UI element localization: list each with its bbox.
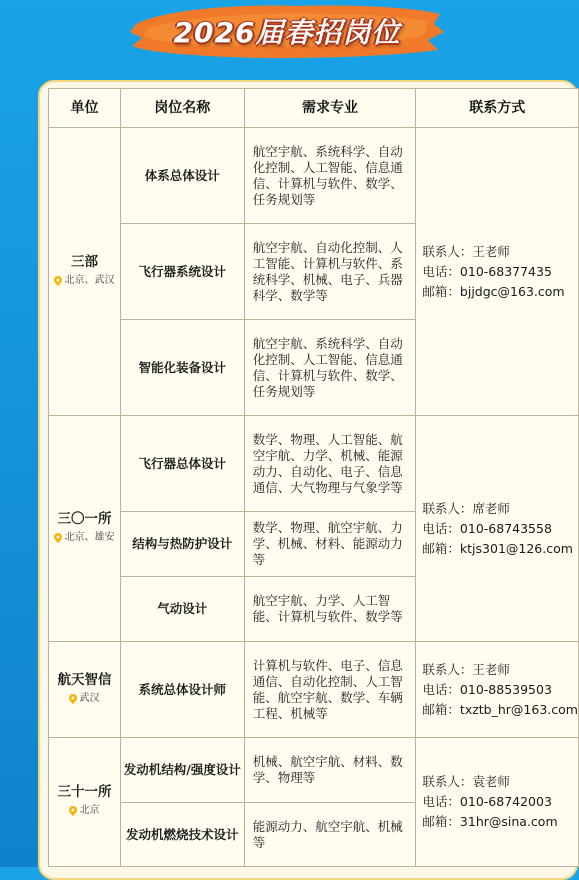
unit-name: 三部 [70,253,98,270]
unit-location-text: 北京 [79,805,100,816]
position-title: 体系总体设计 [120,128,244,224]
unit-location [69,691,99,707]
position-title: 系统总体设计师 [120,642,244,738]
unit-location [54,530,114,546]
majors-text: 航空宇航、系统科学、自动化控制、人工智能、信息通信、计算机与软件、数学、任务规划等 [244,320,416,416]
unit-name: 三十一所 [57,784,112,800]
location-pin-icon [69,806,77,816]
contact-person: 联系人：席老师 [422,500,510,516]
majors-text: 数学、物理、航空宇航、力学、机械、材料、能源动力等 [244,512,416,577]
table-header-row [49,89,579,128]
position-title: 结构与热防护设计 [120,512,244,577]
unit-location-text: 北京、雄安 [64,531,115,543]
contact-phone: 电话：010-68743558 [422,520,552,536]
unit-location-text: 北京、武汉 [64,274,115,286]
contact-person: 联系人：王老师 [422,243,510,259]
majors-text: 计算机与软件、电子、信息通信、自动化控制、人工智能、航空宇航、数学、车辆工程、机械等 [244,642,416,738]
majors-text: 数学、物理、人工智能、航空宇航、力学、机械、能源动力、自动化、电子、信息通信、大气物理与气象学等 [244,416,416,512]
contact-cell [416,642,579,738]
unit-name: 航天智信 [57,671,112,688]
table-row [49,642,579,738]
header-position: 岗位名称 [120,89,244,128]
contact-cell [416,128,579,416]
contact-phone: 电话：010-68377435 [422,263,552,279]
unit-location [54,273,114,289]
contact-email: 邮箱：txztb_hr@163.com [422,701,578,717]
page-title: 2026届春招岗位 [173,16,401,49]
unit-cell [49,416,121,642]
majors-text: 航空宇航、系统科学、自动化控制、人工智能、信息通信、计算机与软件、数学、任务规划等 [244,128,416,224]
location-pin-icon [54,533,62,543]
unit-location [69,803,99,819]
unit-cell [49,738,121,867]
unit-cell [49,642,121,738]
header-unit: 单位 [49,89,121,128]
contact-email: 邮箱：bjjdgc@163.com [422,283,565,299]
position-title: 智能化装备设计 [120,320,244,416]
header-majors: 需求专业 [244,89,416,128]
contact-email: 邮箱：31hr@sina.com [422,814,558,829]
contact-cell [416,738,579,867]
table-row [49,416,579,512]
table-row [49,128,579,224]
contact-phone: 电话：010-68742003 [422,794,552,809]
location-pin-icon [54,276,62,286]
majors-text: 航空宇航、自动化控制、人工智能、计算机与软件、系统科学、机械、电子、兵器科学、数学等 [244,224,416,320]
title-banner [128,2,446,60]
unit-cell [49,128,121,416]
position-title: 飞行器总体设计 [120,416,244,512]
contact-person: 联系人：袁老师 [422,774,510,789]
contact-cell [416,416,579,642]
table-row [49,738,579,803]
position-title: 发动机结构/强度设计 [120,738,244,803]
contact-phone: 电话：010-88539503 [422,681,552,697]
contact-email: 邮箱：ktjs301@126.com [422,540,573,556]
positions-table [48,88,579,867]
contact-person: 联系人：王老师 [422,661,510,677]
majors-text: 能源动力、航空宇航、机械等 [244,803,416,867]
majors-text: 航空宇航、力学、人工智能、计算机与软件、数学等 [244,577,416,642]
majors-text: 机械、航空宇航、材料、数学、物理等 [244,738,416,803]
unit-location-text: 武汉 [79,692,100,704]
location-pin-icon [69,694,77,704]
position-title: 飞行器系统设计 [120,224,244,320]
position-title: 发动机燃烧技术设计 [120,803,244,867]
header-contact: 联系方式 [416,89,579,128]
position-title: 气动设计 [120,577,244,642]
unit-name: 三〇一所 [57,510,112,527]
